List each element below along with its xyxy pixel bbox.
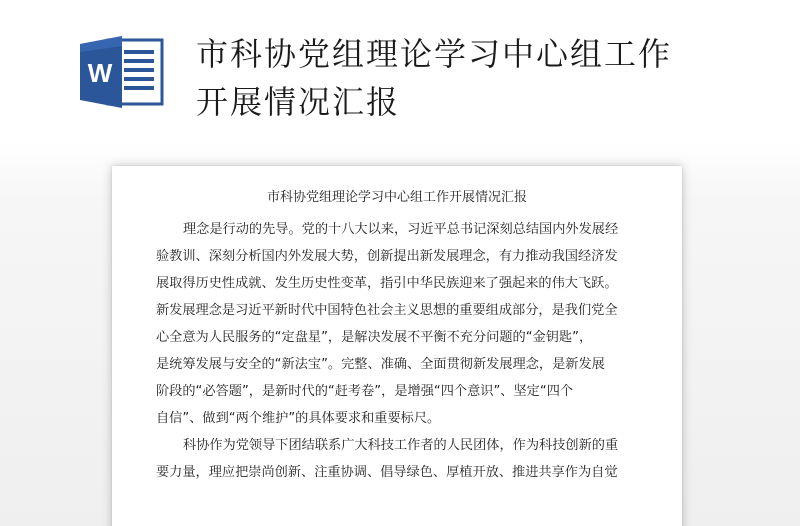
text-line: 阶段的“必答题”，是新时代的“赶考卷”，是增强“四个意识”、坚定“四个 [156,384,574,399]
text-line: 展取得历史性成就、发生历史性变革，指引中华民族迎来了强起来的伟大飞跃。 [156,276,618,291]
text-line: 新发展理念是习近平新时代中国特色社会主义思想的重要组成部分，是我们党全 [156,303,618,318]
text-line: 心全意为人民服务的“定盘星”，是解决发展不平衡不充分问题的“金钥匙”， [156,330,593,345]
header [0,0,800,140]
document-body [156,216,646,486]
title-line-1: 市科协党组理论学习中心组工作 [196,35,673,73]
text-line: 科协作为党领导下团结联系广大科技工作者的人民团体，作为科技创新的重 [183,438,619,453]
text-line: 自信”、做到“两个维护”的具体要求和重要标尺。 [156,411,441,426]
text-line: 要力量，理应把崇尚创新、注重协调、倡导绿色、厚植开放、推进共享作为自觉 [156,465,618,480]
text-line: 是统筹发展与安全的“新法宝”。完整、准确、全面贯彻新发展理念，是新发展 [156,357,605,372]
title-line-2: 开展情况汇报 [196,83,401,121]
text-line: 验教训、深刻分析国内外发展大势，创新提出新发展理念，有力推动我国经济发 [156,249,618,264]
text-line: 理念是行动的先导。党的十八大以来，习近平总书记深刻总结国内外发展经 [183,222,619,237]
document-page [112,166,682,526]
document-title: 市科协党组理论学习中心组工作开展情况汇报 [266,190,527,205]
word-document-icon [78,34,166,110]
page-title [196,30,776,126]
word-icon-letter: W [87,58,113,88]
